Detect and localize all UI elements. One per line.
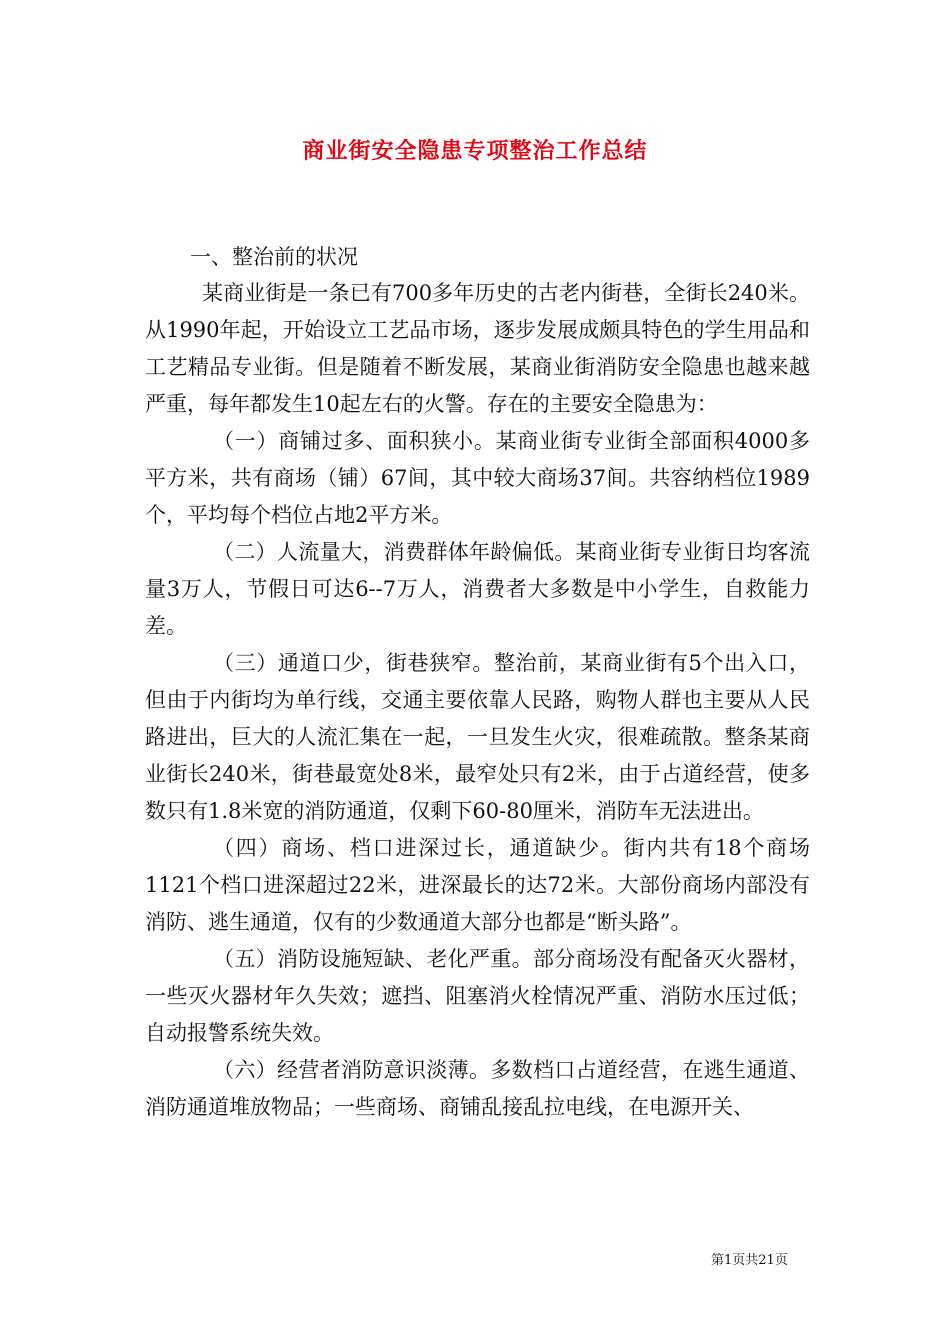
paragraph-item-1: （一）商铺过多、面积狭小。某商业街专业街全部面积4000多平方米，共有商场（铺）67间，其中较大商场37间。共容纳档位1989个，平均每个档位占地2平方米。 — [145, 429, 810, 527]
document-title: 商业街安全隐患专项整治工作总结 — [302, 138, 648, 164]
section-heading: 一、整治前的状况 — [190, 245, 358, 269]
paragraph-item-6: （六）经营者消防意识淡薄。多数档口占道经营，在逃生通道、消防通道堆放物品；一些商场、商铺乱接乱拉电线，在电源开关、 — [145, 1058, 810, 1119]
page-number-footer: 第1页共21页 — [711, 1253, 788, 1268]
paragraph-item-4: （四）商场、档口进深过长，通道缺少。街内共有18个商场1121个档口进深超过22米，进深最长的达72米。大部份商场内部没有消防、逃生通道，仅有的少数通道大部分也都是“断头路”。 — [145, 836, 810, 934]
paragraph-item-3: （三）通道口少，街巷狭窄。整治前，某商业街有5个出入口，但由于内街均为单行线，交通主要依靠人民路，购物人群也主要从人民路进出，巨大的人流汇集在一起，一旦发生火灾，很难疏散。整条某商业街长240米，街巷最宽处8米，最窄处只有2米，由于占道经营，使多数只有1.8米宽的消防通道，仅剩下60-80厘米，消防车无法进出。 — [145, 651, 810, 823]
paragraph-item-5: （五）消防设施短缺、老化严重。部分商场没有配备灭火器材，一些灭火器材年久失效；遮挡、阻塞消火栓情况严重、消防水压过低；自动报警系统失效。 — [145, 947, 810, 1045]
document-body — [145, 275, 810, 1126]
paragraph-intro: 某商业街是一条已有700多年历史的古老内街巷，全街长240米。从1990年起，开始设立工艺品市场，逐步发展成颇具特色的学生用品和工艺精品专业街。但是随着不断发展，某商业街消防安全隐患也越来越严重，每年都发生10起左右的火警。存在的主要安全隐患为： — [145, 281, 810, 416]
paragraph-item-2: （二）人流量大，消费群体年龄偏低。某商业街专业街日均客流量3万人，节假日可达6--7万人，消费者大多数是中小学生，自救能力差。 — [145, 540, 810, 638]
